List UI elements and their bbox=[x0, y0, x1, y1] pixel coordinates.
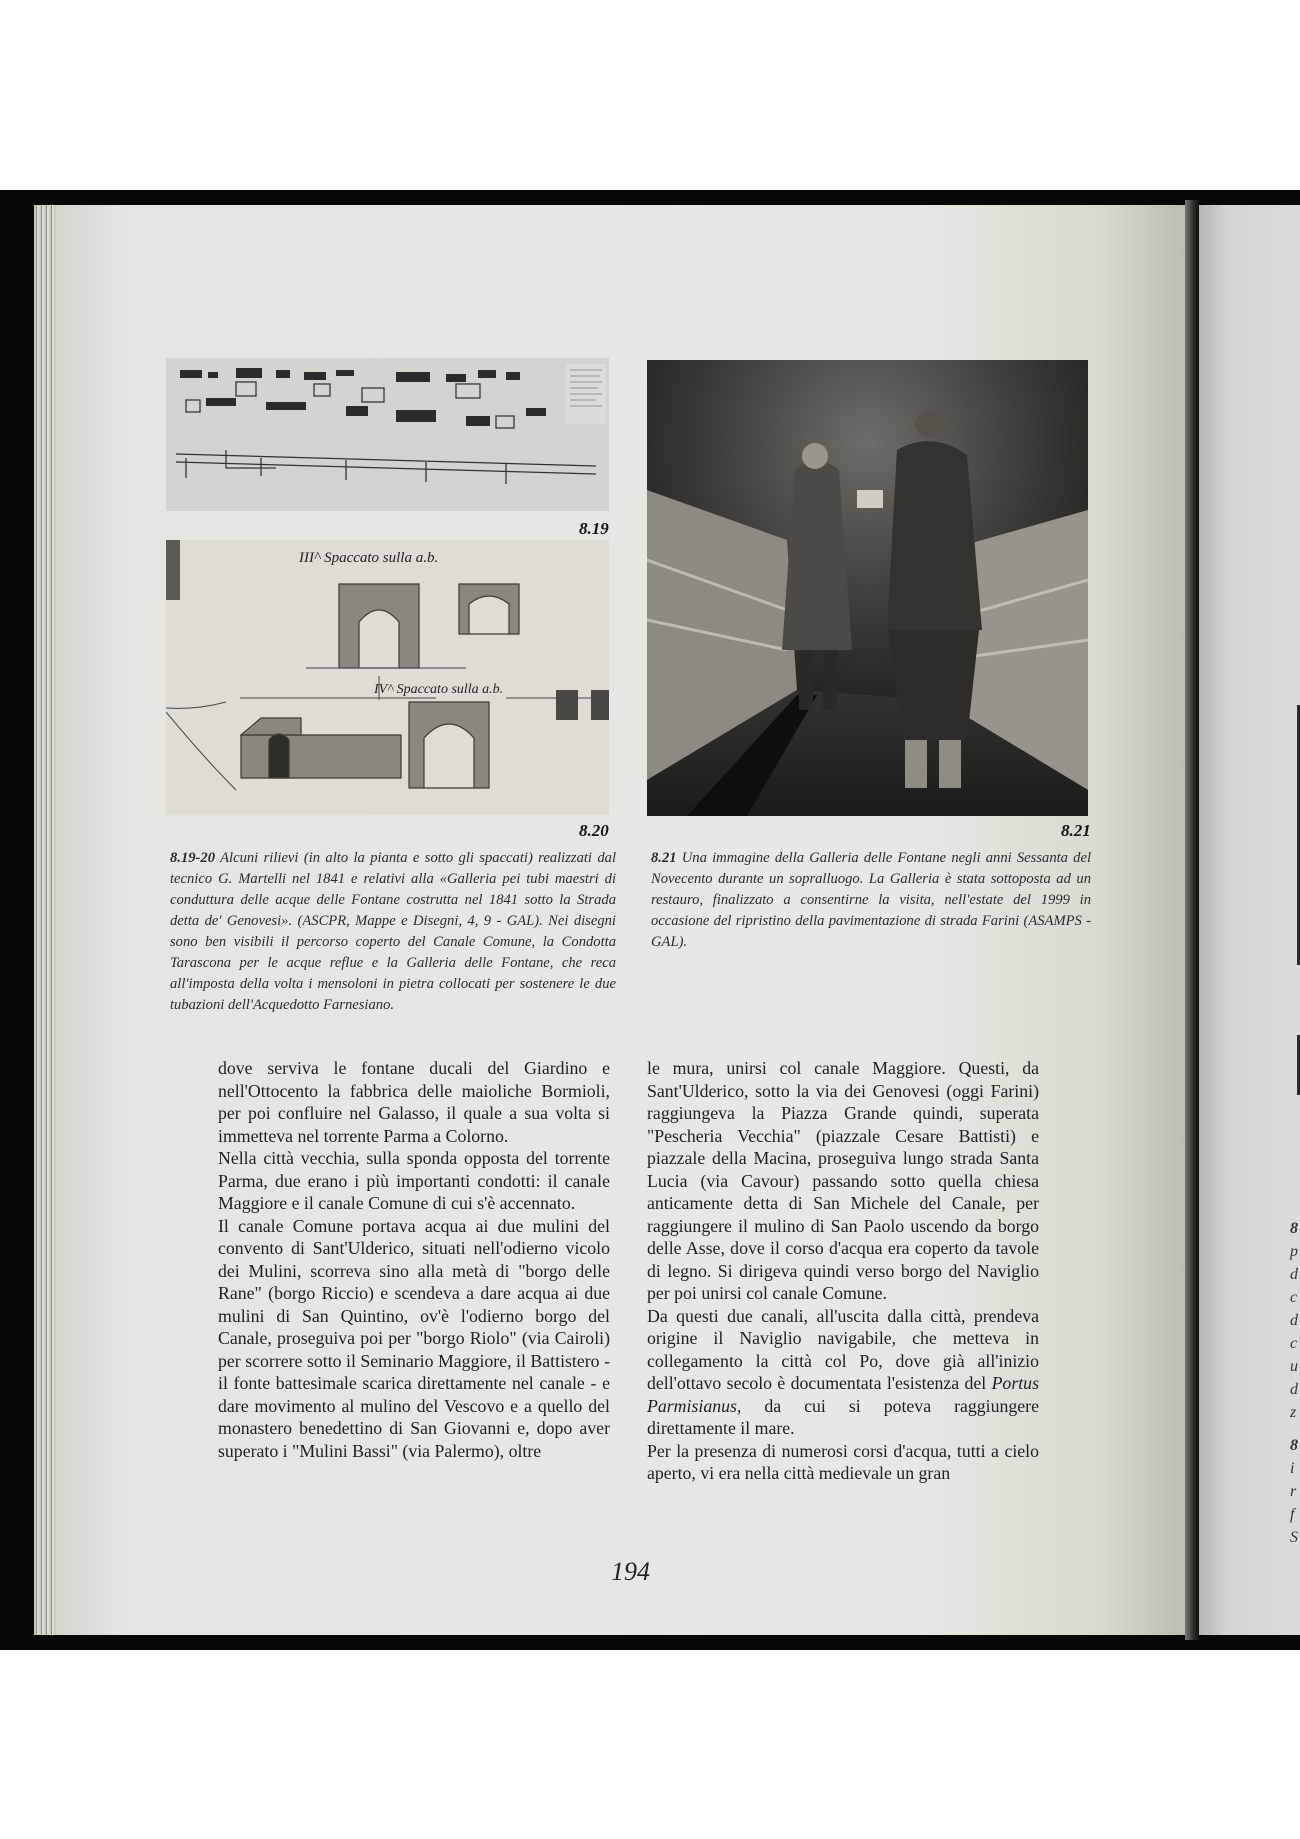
caption-text: Una immagine della Galleria delle Fontane negli anni Sessanta del Novecento durante un sopralluogo. La Galleria è stata sottoposta ad un restauro, finalizzato a consentirne la visita, nell'estate del 1999 in occasione del ripristino della pavimentazione di strada Farini (ASAMPS - GAL). bbox=[651, 850, 1091, 950]
facing-page bbox=[1199, 205, 1300, 1635]
book-gutter bbox=[1185, 200, 1199, 1640]
caption-8-19-20 bbox=[170, 848, 616, 1016]
facing-text-fragment: c bbox=[1290, 1335, 1298, 1352]
facing-text-fragment: 8 bbox=[1290, 1437, 1298, 1454]
caption-id: 8.21 bbox=[651, 850, 677, 866]
place-name: Portus Parmisianus, bbox=[647, 1373, 1039, 1416]
paragraph: Per la presenza di numerosi corsi d'acqua, tutti a cielo aperto, vi era nella città medievale un gran bbox=[647, 1440, 1039, 1483]
facing-text-fragment: z bbox=[1290, 1404, 1297, 1421]
facing-text-fragment: 8 bbox=[1290, 1220, 1298, 1237]
figure-8-21-tunnel-photo bbox=[647, 360, 1088, 816]
sketch-label-iv: IV^ Spaccato sulla a.b. bbox=[374, 682, 504, 697]
figure-label-8-21: 8.21 bbox=[1061, 821, 1091, 840]
facing-text-fragment: S bbox=[1290, 1529, 1298, 1546]
facing-text-fragment: f bbox=[1290, 1506, 1295, 1523]
figure-8-19-plan-drawing bbox=[166, 358, 609, 511]
figure-8-20-section-drawings bbox=[166, 540, 609, 815]
facing-text-fragment: d bbox=[1290, 1266, 1298, 1283]
paragraph: Da questi due canali, all'uscita dalla città, prendeva origine il Naviglio navigabile, che metteva in collegamento la città col Po, dove già all'inizio dell'ottavo secolo è documentata l'esistenza del Portus Parmisianus, da cui si poteva raggiungere direttamente il mare. bbox=[647, 1305, 1039, 1438]
figure-label-8-19: 8.19 bbox=[579, 519, 609, 538]
facing-text-fragment: r bbox=[1290, 1483, 1297, 1500]
facing-text-fragment: p bbox=[1290, 1243, 1298, 1260]
paragraph: dove serviva le fontane ducali del Giardino e nell'Ottocento la fabbrica delle maioliche Bormioli, per poi confluire nel Galasso, il quale a sua volta si immetteva nel torrente Parma a Colorno. bbox=[218, 1058, 610, 1146]
facing-text-fragment: c bbox=[1290, 1289, 1298, 1306]
paragraph: Nella città vecchia, sulla sponda opposta del torrente Parma, due erano i più importanti condotti: il canale Maggiore e il canale Comune di cui s'è accennato. bbox=[218, 1148, 610, 1213]
caption-text: Alcuni rilievi (in alto la pianta e sotto gli spaccati) realizzati dal tecnico G. Martelli nel 1841 e relativi alla «Galleria pei tubi maestri di conduttura delle acque delle Fontane costrutta nel 1841 sotto la Strada detta de' Genovesi». (ASCPR, Mappe e Disegni, 4, 9 - GAL). Nei disegni sono ben visibili il percorso coperto del Canale Comune, la Condotta Tarascona per le acque reflue e la Galleria delle Fontane, che reca all'imposta della volta i mensoloni in pietra collocati per sostenere le due tubazioni dell'Acquedotto Farnesiano. bbox=[170, 850, 616, 1013]
caption-8-21 bbox=[651, 848, 1091, 953]
page-number: 194 bbox=[611, 1557, 650, 1586]
figure-label-8-20: 8.20 bbox=[579, 821, 609, 840]
facing-text-fragment: u bbox=[1290, 1358, 1298, 1375]
facing-text-fragment: i bbox=[1290, 1460, 1295, 1477]
facing-text-fragment: d bbox=[1290, 1312, 1298, 1329]
paragraph: Il canale Comune portava acqua ai due mulini del convento di Sant'Ulderico, situati nell'odierno vicolo dei Mulini, scorreva sino alla metà di "borgo delle Rane" (borgo Riccio) e scendeva a dare acqua ai due mulini di San Quintino, ov'è l'odierno borgo del Canale, proseguiva poi per "borgo Riolo" (via Cairoli) per scorrere sotto il Seminario Maggiore, il Battistero - il fonte battesimale scarica direttamente nel canale - e dare movimento al mulino del Vescovo e a quello del monastero benedettino di San Giovanni e, dopo aver superato i "Mulini Bassi" (via Palermo), oltre bbox=[218, 1215, 610, 1461]
body-column-left bbox=[218, 1057, 610, 1462]
body-column-right bbox=[647, 1057, 1039, 1485]
facing-text-fragment: d bbox=[1290, 1381, 1298, 1398]
sketch-label-iii: III^ Spaccato sulla a.b. bbox=[299, 550, 439, 566]
paragraph: le mura, unirsi col canale Maggiore. Questi, da Sant'Ulderico, sotto la via dei Genovesi (oggi Farini) raggiungeva la Piazza Grande quindi, superata "Pescheria Vecchia" (piazzale Cesare Battisti) e piazzale della Macina, proseguiva lungo strada Santa Lucia (via Cavour) passando sotto quella chiesa anticamente detta di San Michele del Canale, per raggiungere il mulino di San Paolo uscendo da borgo delle Asse, dove il corso d'acqua era coperto da tavole di legno. Si dirigeva quindi verso borgo del Naviglio per poi unirsi col canale Comune. bbox=[647, 1058, 1039, 1303]
caption-id: 8.19-20 bbox=[170, 850, 215, 866]
